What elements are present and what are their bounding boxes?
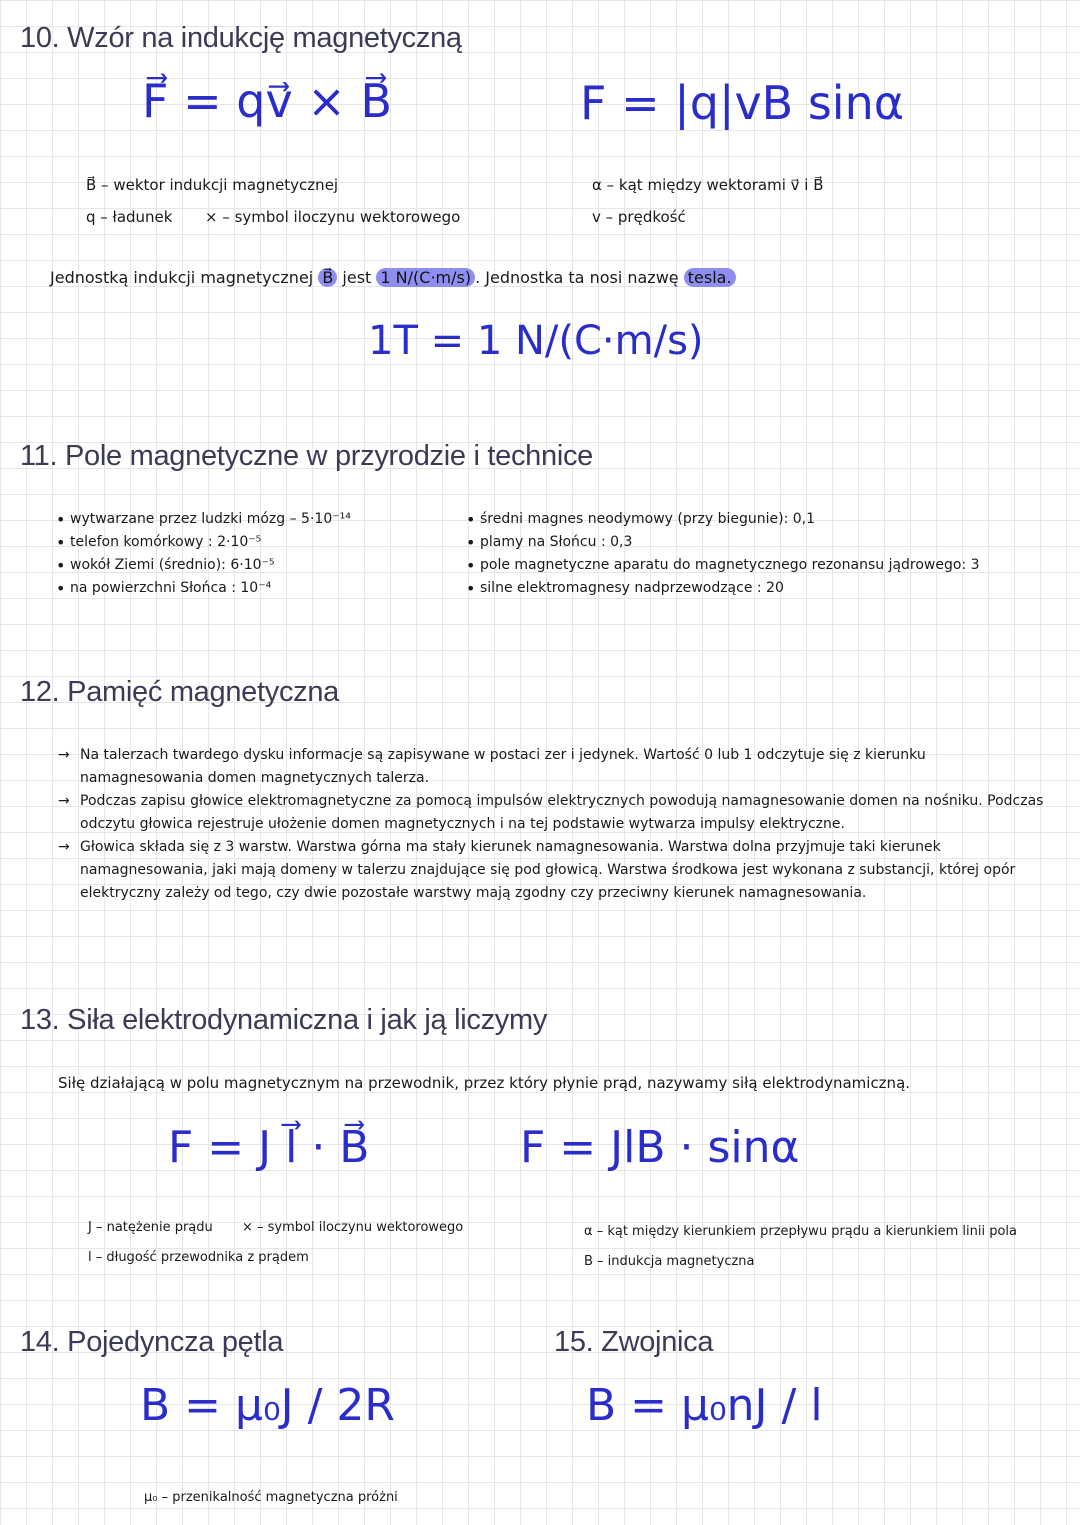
list-item: • telefon komórkowy : 2·10⁻⁵ [56, 531, 351, 554]
electrodynamic-vector-formula: F = J l⃗ · B⃗ [168, 1122, 370, 1173]
memory-point-2 [58, 790, 1048, 836]
memory-paragraphs [58, 744, 1048, 905]
note-cross-symbol-2: × – symbol iloczynu wektorowego [242, 1220, 464, 1235]
section-13-title: 13. Siła elektrodynamiczna i jak ją liczymy [20, 1004, 548, 1036]
note-angle-2: α – kąt między kierunkiem przepływu prądu a kierunkiem linii pola [584, 1224, 1017, 1239]
lorentz-vector-formula: F⃗ = qv⃗ × B⃗ [142, 74, 393, 128]
electrodynamic-scalar-formula: F = JlB · sinα [520, 1122, 800, 1173]
list-item: • wokół Ziemi (średnio): 6·10⁻⁵ [56, 554, 351, 577]
loop-formula: B = μ₀J / 2R [140, 1380, 395, 1431]
list-item: • pole magnetyczne aparatu do magnetycznego rezonansu jądrowego: 3 [466, 554, 980, 577]
unit-sentence-start: Jednostką indukcji magnetycznej [50, 268, 314, 287]
electrodynamic-intro: Siłę działającą w polu magnetycznym na przewodnik, przez który płynie prąd, nazywamy siłą elektrodynamiczną. [58, 1074, 911, 1092]
unit-b-highlight: B⃗ [318, 268, 337, 287]
memory-text-3: Głowica składa się z 3 warstw. Warstwa górna ma stały kierunek namagnesowania. Warstwa dolna przyjmuje taki kierunek namagnesowania, jaki mają domeny w talerzu znajdujące się pod głowicą. Warstwa środkowa jest wykonana z substancji, której opór elektryczny zależy od tego, czy dwie pozostałe warstwy mają zgodny czy przeciwny kierunek namagnesowania. [80, 839, 1016, 901]
arrow-right-icon: → [58, 793, 70, 809]
section-11-title: 11. Pole magnetyczne w przyrodzie i technice [20, 440, 594, 472]
note-velocity: v – prędkość [592, 208, 686, 226]
memory-text-1: Na talerzach twardego dysku informacje są zapisywane w postaci zer i jedynek. Wartość 0 lub 1 odczytuje się z kierunku namagnesowania domen magnetycznych talerza. [80, 747, 926, 786]
list-item: • plamy na Słońcu : 0,3 [466, 531, 980, 554]
tesla-highlight: tesla. [684, 268, 736, 287]
note-cross-symbol: × – symbol iloczynu wektorowego [205, 208, 461, 226]
unit-value-highlight: 1 N/(C·m/s) [376, 268, 475, 287]
tesla-formula: 1T = 1 N/(C·m/s) [368, 318, 704, 364]
lorentz-scalar-formula: F = |q|vB sinα [580, 76, 905, 130]
arrow-right-icon: → [58, 839, 70, 855]
note-angle: α – kąt między wektorami v⃗ i B⃗ [592, 176, 824, 194]
note-permeability: μ₀ – przenikalność magnetyczna próżni [144, 1490, 398, 1505]
unit-sentence [50, 268, 736, 287]
memory-text-2: Podczas zapisu głowice elektromagnetyczne za pomocą impulsów elektrycznych powodują namagnesowanie domen na nośniku. Podczas odczytu głowica rejestruje ułożenie domen magnetycznych i na tej podstawie wytwarza impulsy elektryczne. [80, 793, 1044, 832]
memory-point-3 [58, 836, 1048, 905]
note-current: J – natężenie prądu [88, 1220, 213, 1235]
note-charge: q – ładunek [86, 208, 173, 226]
section-12-title: 12. Pamięć magnetyczna [20, 676, 340, 708]
unit-sentence-end: . Jednostka ta nosi nazwę [475, 268, 679, 287]
fields-list-right [466, 508, 980, 600]
note-b-vector: B⃗ – wektor indukcji magnetycznej [86, 176, 339, 194]
memory-point-1 [58, 744, 1048, 790]
list-item: • wytwarzane przez ludzki mózg – 5·10⁻¹⁴ [56, 508, 351, 531]
solenoid-formula: B = μ₀nJ / l [586, 1380, 823, 1431]
section-15-title: 15. Zwojnica [554, 1326, 714, 1358]
fields-list-left [56, 508, 351, 600]
list-item: • średni magnes neodymowy (przy biegunie): 0,1 [466, 508, 980, 531]
arrow-right-icon: → [58, 747, 70, 763]
section-14-title: 14. Pojedyncza pętla [20, 1326, 284, 1358]
unit-sentence-mid: jest [342, 268, 372, 287]
note-length: l – długość przewodnika z prądem [88, 1250, 309, 1265]
list-item: • na powierzchni Słońca : 10⁻⁴ [56, 577, 351, 600]
list-item: • silne elektromagnesy nadprzewodzące : 20 [466, 577, 980, 600]
note-induction: B – indukcja magnetyczna [584, 1254, 755, 1269]
section-10-title: 10. Wzór na indukcję magnetyczną [20, 22, 462, 54]
